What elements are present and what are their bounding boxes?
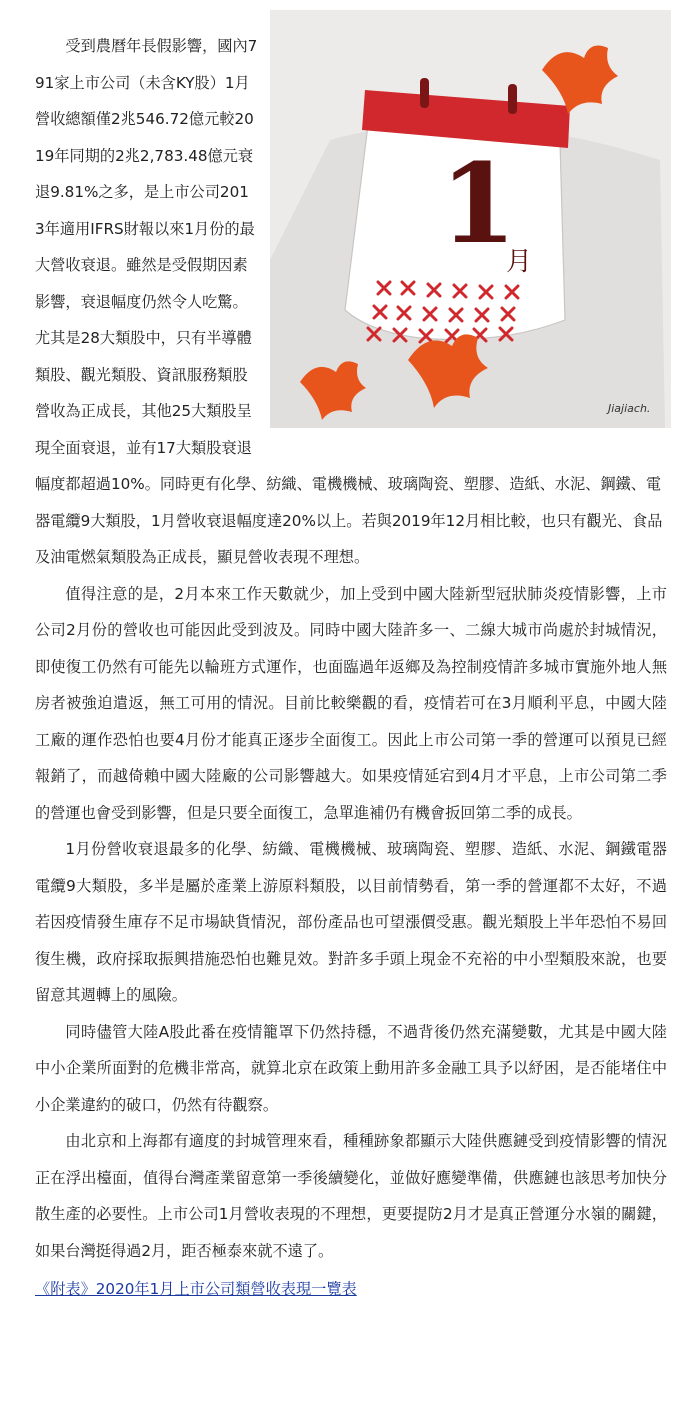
- calendar-ring-right: [508, 84, 517, 114]
- paragraph-1: 受到農曆年長假影響，國內791家上市公司（未含KY股）1月營收總額僅2兆546.72億元較2019年同期的2兆2,783.48億元衰退9.81%之多，是上市公司2013年適用IFRS財報以來1月份的最大營收衰退。雖然是受假期因素影響，衰退幅度仍然令人吃驚。尤其是28大類股中，只有半導體類股、觀光類股、資訊服務類股營收為正成長，其他25大類股呈現全面衰退，並有17大類股衰退幅度都超過10%。同時更有化學、紡織、電機機械、玻璃陶瓷、塑膠、造紙、水泥、鋼鐵、電器電纜9大類股，1月營收衰退幅度達20%以上。若與2019年12月相比較，也只有觀光、食品及油電燃氣類股為正成長，顯見營收表現不理想。: [35, 37, 663, 566]
- calendar-illustration: [270, 10, 671, 428]
- paragraph-4: 同時儘管大陸A股此番在疫情籠罩下仍然持穩，不過背後仍然充滿變數，尤其是中國大陸中小企業所面對的危機非常高，就算北京在政策上動用許多金融工具予以紓困，是否能堵住中小企業違約的破口，仍然有待觀察。: [35, 1022, 667, 1114]
- calendar-month-number: 1: [440, 139, 517, 268]
- article-body: [35, 28, 667, 1308]
- paragraph-5: 由北京和上海都有適度的封城管理來看，種種跡象都顯示大陸供應鏈受到疫情影響的情況正在浮出檯面，值得台灣產業留意第一季後續變化，並做好應變準備，供應鏈也該思考加快分散生產的必要性。上市公司1月營收表現的不理想，更要提防2月才是真正營運分水嶺的關鍵，如果台灣挺得過2月，距否極泰來就不遠了。: [35, 1132, 667, 1260]
- appendix-table-link[interactable]: 《附表》2020年1月上市公司類營收表現一覽表: [35, 1280, 357, 1298]
- calendar-month-char: 月: [506, 247, 533, 277]
- artist-signature: Jiajiach.: [608, 402, 651, 415]
- paragraph-2: 值得注意的是，2月本來工作天數就少，加上受到中國大陸新型冠狀肺炎疫情影響，上市公司2月份的營收也可能因此受到波及。同時中國大陸許多一、二線大城市尚處於封城情況，即使復工仍然有可能先以輪班方式運作，也面臨過年返鄉及為控制疫情許多城市實施外地人無房者被強迫遣返，無工可用的情況。目前比較樂觀的看，疫情若可在3月順利平息，中國大陸工廠的運作恐怕也要4月份才能真正逐步全面復工。因此上市公司第一季的營運可以預見已經報銷了，而越倚賴中國大陸廠的公司影響越大。如果疫情延宕到4月才平息，上市公司第二季的營運也會受到影響，但是只要全面復工，急單進補仍有機會扳回第二季的成長。: [35, 584, 667, 822]
- paragraph-3: 1月份營收衰退最多的化學、紡織、電機機械、玻璃陶瓷、塑膠、造紙、水泥、鋼鐵電器電纜9大類股，多半是屬於產業上游原料類股，以目前情勢看，第一季的營運都不太好，不過若因疫情發生庫存不足市場缺貨情況，部份產品也可望漲價受惠。觀光類股上半年恐怕不易回復生機，政府採取振興措施恐怕也難見效。對許多手頭上現金不充裕的中小型類股來說，也要留意其週轉上的風險。: [35, 840, 667, 1004]
- calendar-ring-left: [420, 78, 429, 108]
